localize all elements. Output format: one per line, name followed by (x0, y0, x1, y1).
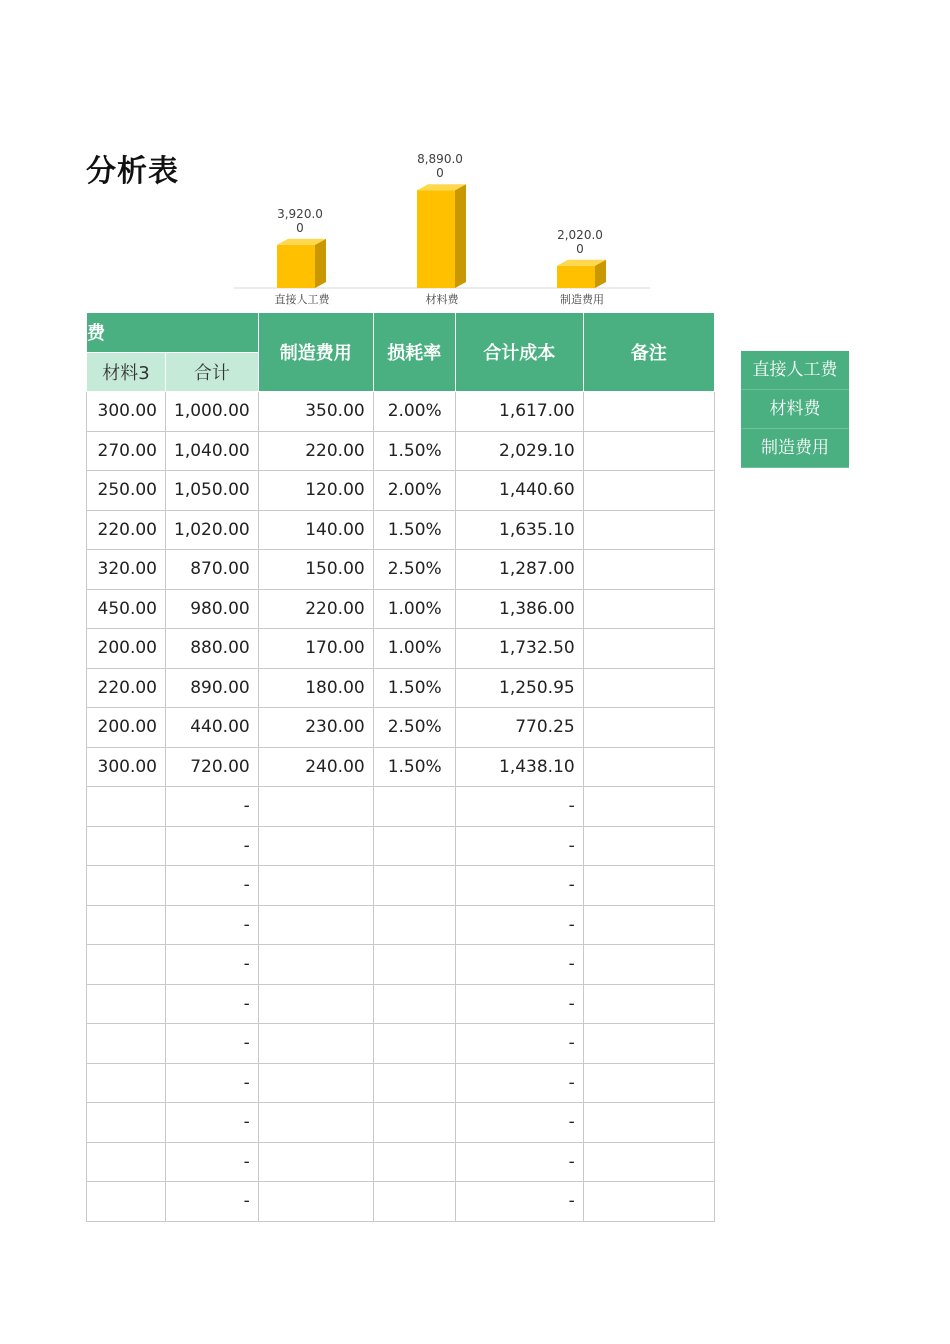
table-cell[interactable] (583, 984, 714, 1024)
table-cell[interactable]: 1,020.00 (166, 510, 259, 550)
table-cell[interactable] (373, 787, 455, 827)
table-cell[interactable]: - (166, 1063, 259, 1103)
table-cell[interactable]: 270.00 (87, 431, 166, 471)
table-cell[interactable]: 250.00 (87, 471, 166, 511)
table-cell[interactable]: 440.00 (166, 708, 259, 748)
bar-side-1 (455, 184, 466, 288)
table-cell[interactable]: 1,732.50 (455, 629, 583, 669)
table-cell[interactable]: - (455, 1063, 583, 1103)
table-cell[interactable] (87, 866, 166, 906)
table-cell[interactable]: 890.00 (166, 668, 259, 708)
table-cell[interactable]: 200.00 (87, 708, 166, 748)
cost-bar-chart (230, 152, 660, 310)
table-cell[interactable]: 1,050.00 (166, 471, 259, 511)
category-direct-labor: 直接人工费 (741, 351, 849, 390)
table-cell[interactable]: - (455, 905, 583, 945)
table-cell[interactable]: - (166, 866, 259, 906)
data-label: 3,920.0 (277, 206, 323, 221)
table-cell[interactable]: - (166, 1142, 259, 1182)
table-cell[interactable] (583, 1103, 714, 1143)
table-cell[interactable]: - (455, 984, 583, 1024)
table-cell[interactable]: 870.00 (166, 550, 259, 590)
table-cell[interactable] (258, 826, 373, 866)
data-label: 0 (296, 220, 304, 235)
table-cell[interactable]: 2.50% (373, 550, 455, 590)
table-cell[interactable]: - (166, 984, 259, 1024)
table-cell[interactable] (583, 471, 714, 511)
table-cell[interactable] (258, 866, 373, 906)
table-cell[interactable]: 120.00 (258, 471, 373, 511)
header-remarks: 备注 (583, 313, 714, 392)
table-cell[interactable]: - (455, 1024, 583, 1064)
table-cell[interactable] (583, 392, 714, 432)
table-cell[interactable] (87, 1182, 166, 1222)
table-row (87, 747, 715, 787)
table-row (87, 787, 715, 827)
table-cell[interactable] (583, 747, 714, 787)
table-cell[interactable] (373, 1103, 455, 1143)
table-row (87, 431, 715, 471)
table-cell[interactable] (583, 1024, 714, 1064)
table-cell[interactable]: - (166, 905, 259, 945)
header-material-group: 费 (87, 313, 259, 353)
table-cell[interactable] (583, 550, 714, 590)
table-cell[interactable] (583, 905, 714, 945)
table-cell[interactable] (583, 589, 714, 629)
table-cell[interactable] (373, 1024, 455, 1064)
table-cell[interactable]: - (455, 1182, 583, 1222)
category-material: 材料费 (741, 390, 849, 429)
table-cell[interactable] (87, 945, 166, 985)
data-label: 8,890.0 (417, 152, 463, 167)
table-cell[interactable] (258, 787, 373, 827)
table-cell[interactable] (583, 668, 714, 708)
table-cell[interactable]: 2,029.10 (455, 431, 583, 471)
table-cell[interactable]: 230.00 (258, 708, 373, 748)
table-cell[interactable] (258, 1142, 373, 1182)
table-cell[interactable] (583, 945, 714, 985)
table-cell[interactable] (583, 826, 714, 866)
table-row (87, 826, 715, 866)
table-cell[interactable] (87, 984, 166, 1024)
table-cell[interactable] (87, 826, 166, 866)
table-cell[interactable] (583, 787, 714, 827)
table-cell[interactable]: 880.00 (166, 629, 259, 669)
table-cell[interactable] (258, 1063, 373, 1103)
table-row (87, 1142, 715, 1182)
table-cell[interactable]: - (166, 1103, 259, 1143)
x-tick-label: 直接人工费 (274, 293, 330, 306)
table-cell[interactable] (87, 905, 166, 945)
table-cell[interactable]: 1.00% (373, 629, 455, 669)
category-list (741, 351, 849, 468)
table-cell[interactable]: 1.50% (373, 747, 455, 787)
table-cell[interactable]: - (455, 787, 583, 827)
table-cell[interactable]: 220.00 (87, 668, 166, 708)
table-cell[interactable] (373, 1063, 455, 1103)
table-cell[interactable]: - (455, 866, 583, 906)
table-cell[interactable] (87, 787, 166, 827)
table-cell[interactable]: 2.50% (373, 708, 455, 748)
table-cell[interactable] (258, 1103, 373, 1143)
table-cell[interactable]: - (455, 1103, 583, 1143)
table-cell[interactable]: 1,287.00 (455, 550, 583, 590)
bar-1 (417, 190, 455, 288)
data-label: 0 (576, 241, 584, 256)
category-manufacturing: 制造费用 (741, 429, 849, 468)
table-cell[interactable]: 980.00 (166, 589, 259, 629)
table-cell[interactable] (373, 1182, 455, 1222)
table-cell[interactable]: 1.00% (373, 589, 455, 629)
table-cell[interactable] (583, 1142, 714, 1182)
table-cell[interactable]: 220.00 (258, 589, 373, 629)
table-cell[interactable]: 1,250.95 (455, 668, 583, 708)
bar-side-0 (315, 239, 326, 288)
table-row (87, 1024, 715, 1064)
table-cell[interactable]: 1.50% (373, 668, 455, 708)
table-cell[interactable] (87, 1103, 166, 1143)
table-cell[interactable]: 720.00 (166, 747, 259, 787)
table-cell[interactable]: 300.00 (87, 392, 166, 432)
table-cell[interactable] (583, 708, 714, 748)
data-label: 0 (436, 166, 444, 181)
table-cell[interactable]: 1,438.10 (455, 747, 583, 787)
table-cell[interactable] (373, 826, 455, 866)
table-row (87, 589, 715, 629)
table-cell[interactable]: - (166, 787, 259, 827)
table-row (87, 984, 715, 1024)
table-cell[interactable]: 350.00 (258, 392, 373, 432)
table-cell[interactable]: 2.00% (373, 392, 455, 432)
table-cell[interactable] (583, 1063, 714, 1103)
table-cell[interactable]: 180.00 (258, 668, 373, 708)
table-cell[interactable] (373, 866, 455, 906)
table-row (87, 510, 715, 550)
table-cell[interactable] (583, 629, 714, 669)
table-cell[interactable]: 170.00 (258, 629, 373, 669)
table-cell[interactable]: 2.00% (373, 471, 455, 511)
table-cell[interactable]: - (166, 826, 259, 866)
table-cell[interactable] (583, 866, 714, 906)
table-cell[interactable]: 1.50% (373, 431, 455, 471)
table-row (87, 905, 715, 945)
table-cell[interactable]: 1,617.00 (455, 392, 583, 432)
table-row (87, 550, 715, 590)
header-manufacturing-cost: 制造费用 (258, 313, 373, 392)
table-row (87, 1103, 715, 1143)
header-loss-rate: 损耗率 (373, 313, 455, 392)
table-cell[interactable] (373, 1142, 455, 1182)
table-cell[interactable]: 220.00 (87, 510, 166, 550)
table-row (87, 708, 715, 748)
table-cell[interactable] (87, 1024, 166, 1064)
table-row (87, 1182, 715, 1222)
table-cell[interactable]: - (166, 1024, 259, 1064)
table-cell[interactable]: 1,040.00 (166, 431, 259, 471)
table-cell[interactable] (258, 1182, 373, 1222)
table-row (87, 629, 715, 669)
table-cell[interactable]: 140.00 (258, 510, 373, 550)
page-title: 分析表 (86, 154, 179, 189)
table-cell[interactable] (258, 905, 373, 945)
header-total-cost: 合计成本 (455, 313, 583, 392)
table-cell[interactable]: 1,440.60 (455, 471, 583, 511)
table-cell[interactable] (373, 905, 455, 945)
table-row (87, 1063, 715, 1103)
table-cell[interactable] (373, 984, 455, 1024)
table-cell[interactable]: 1,386.00 (455, 589, 583, 629)
header-material3: 材料3 (87, 352, 166, 392)
table-cell[interactable] (258, 945, 373, 985)
table-cell[interactable]: 450.00 (87, 589, 166, 629)
table-cell[interactable]: 300.00 (87, 747, 166, 787)
table-cell[interactable]: 320.00 (87, 550, 166, 590)
table-cell[interactable] (583, 1182, 714, 1222)
table-cell[interactable] (583, 510, 714, 550)
bar-0 (277, 245, 315, 288)
table-cell[interactable] (87, 1142, 166, 1182)
table-cell[interactable]: 1,000.00 (166, 392, 259, 432)
x-tick-label: 材料费 (425, 293, 459, 306)
table-row (87, 945, 715, 985)
table-cell[interactable]: - (455, 1142, 583, 1182)
table-row (87, 392, 715, 432)
table-cell[interactable] (87, 1063, 166, 1103)
data-label: 2,020.0 (557, 227, 603, 242)
cost-table (86, 312, 715, 1222)
table-cell[interactable]: 150.00 (258, 550, 373, 590)
table-row (87, 668, 715, 708)
table-cell[interactable] (258, 984, 373, 1024)
table-cell[interactable] (258, 1024, 373, 1064)
table-cell[interactable] (373, 945, 455, 985)
bar-2 (557, 266, 595, 288)
table-cell[interactable]: - (166, 1182, 259, 1222)
table-cell[interactable]: - (166, 945, 259, 985)
table-cell[interactable]: 200.00 (87, 629, 166, 669)
table-cell[interactable]: 1.50% (373, 510, 455, 550)
table-cell[interactable]: 770.25 (455, 708, 583, 748)
header-subtotal: 合计 (166, 352, 259, 392)
table-cell[interactable]: - (455, 826, 583, 866)
table-cell[interactable]: - (455, 945, 583, 985)
table-cell[interactable]: 240.00 (258, 747, 373, 787)
table-cell[interactable] (583, 431, 714, 471)
table-cell[interactable]: 220.00 (258, 431, 373, 471)
table-row (87, 471, 715, 511)
table-cell[interactable]: 1,635.10 (455, 510, 583, 550)
x-tick-label: 制造费用 (560, 293, 604, 306)
table-row (87, 866, 715, 906)
